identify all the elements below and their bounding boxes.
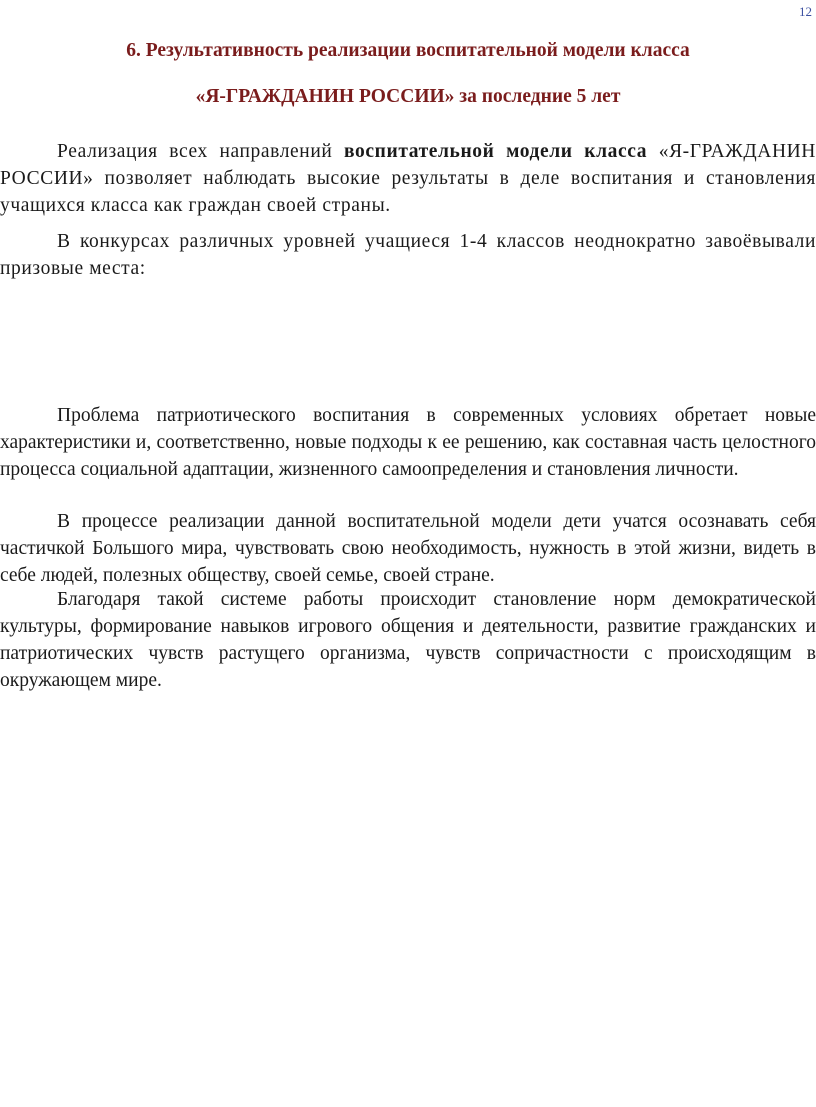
paragraph-model-results xyxy=(0,138,816,219)
page-title-line-2: «Я-ГРАЖДАНИН РОССИИ» за последние 5 лет xyxy=(195,86,621,107)
paragraph-patriotic-problem: Проблема патриотического воспитания в современных условиях обретает новые характеристики и, соответственно, новые подходы к ее решению, как составная часть целостного процесса социальной адаптации, жизненного самоопределения и становления личности. xyxy=(0,405,816,480)
paragraph-text: Реализация всех направлений xyxy=(57,141,345,162)
page-number: 12 xyxy=(799,4,812,19)
page-title-line-1: 6. Результативность реализации воспитательной модели класса xyxy=(126,40,690,61)
paragraph-model-process: В процессе реализации данной воспитательной модели дети учатся осознавать себя частичкой Большого мира, чувствовать свою необходимость, нужность в этой жизни, видеть в себе людей, полезных обществу, своей семье, своей стране. xyxy=(0,511,816,586)
paragraph-contests: В конкурсах различных уровней учащиеся 1-4 классов неоднократно завоёвывали призовые места: xyxy=(0,231,816,279)
paragraph-text: «Я-ГРАЖДАНИН РОССИИ» позволяет наблюдать высокие результаты в деле воспитания и становления учащихся класса как граждан своей страны. xyxy=(0,141,816,216)
paragraph-bold-text: воспитательной модели класса xyxy=(344,141,648,162)
paragraph-system-work: Благодаря такой системе работы происходит становление норм демократической культуры, формирование навыков игрового общения и деятельности, развитие гражданских и патриотических чувств растущего организма, чувств сопричастности с происходящим в окружающем мире. xyxy=(0,589,816,691)
